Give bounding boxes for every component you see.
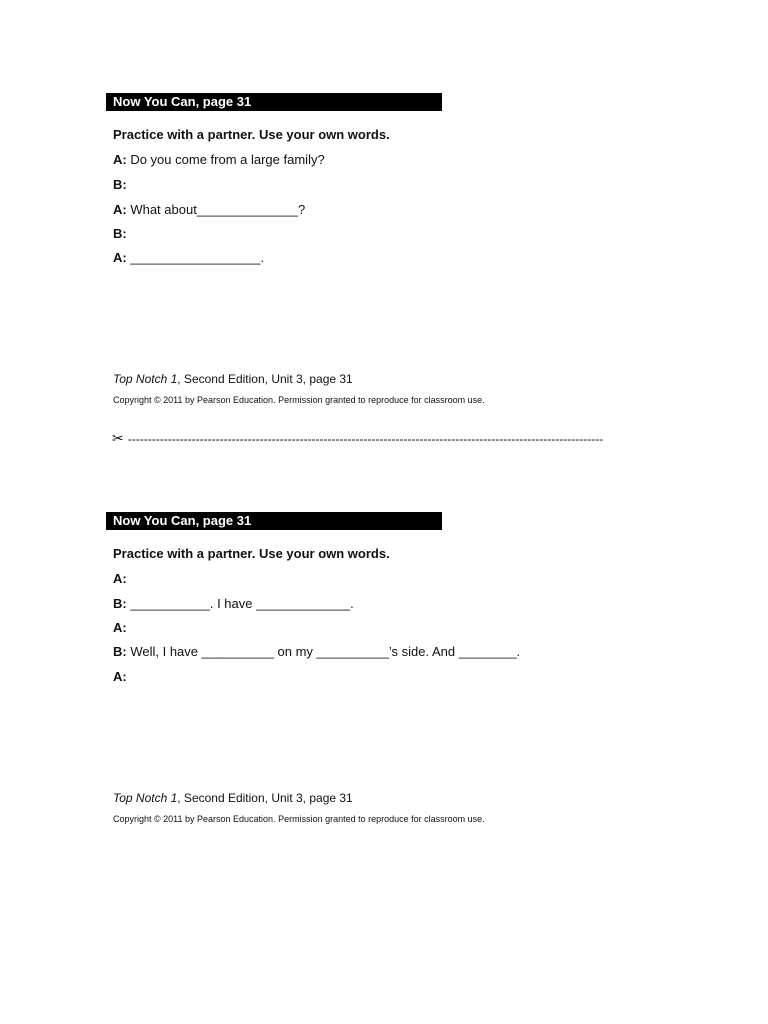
dialogue-line	[113, 202, 305, 217]
book-title: Top Notch 1	[113, 791, 178, 805]
source-citation	[113, 372, 353, 386]
line-text: Well, I have __________ on my __________’s side. And ________.	[126, 644, 521, 659]
speaker-label: A:	[113, 571, 127, 586]
speaker-label: B:	[113, 644, 127, 659]
speaker-label: A:	[113, 250, 127, 265]
cut-dashes: -----------------------------------------------------------------------------------------------------------------------	[127, 432, 604, 446]
cut-line	[112, 430, 657, 446]
dialogue-line	[113, 669, 127, 684]
speaker-label: B:	[113, 596, 127, 611]
edition-info: , Second Edition, Unit 3, page 31	[177, 372, 353, 386]
speaker-label: A:	[113, 669, 127, 684]
scissors-icon: ✂	[112, 430, 124, 446]
instructions: Practice with a partner. Use your own words.	[113, 546, 390, 561]
copyright-notice: Copyright © 2011 by Pearson Education. Permission granted to reproduce for classroom use.	[113, 395, 485, 405]
dialogue-line	[113, 152, 325, 167]
worksheet-section-1	[106, 93, 666, 405]
speaker-label: B:	[113, 177, 127, 192]
dialogue-line	[113, 177, 127, 192]
speaker-label: A:	[113, 202, 127, 217]
dialogue-line	[113, 644, 520, 659]
line-text: __________________.	[126, 250, 265, 265]
line-text: What about______________?	[126, 202, 306, 217]
worksheet-section-2	[106, 512, 666, 824]
edition-info: , Second Edition, Unit 3, page 31	[177, 791, 353, 805]
section-header: Now You Can, page 31	[106, 512, 442, 530]
line-text: ___________. I have _____________.	[126, 596, 354, 611]
dialogue-line	[113, 596, 354, 611]
dialogue-line	[113, 226, 127, 241]
instructions: Practice with a partner. Use your own words.	[113, 127, 390, 142]
dialogue-line	[113, 620, 127, 635]
book-title: Top Notch 1	[113, 372, 178, 386]
speaker-label: B:	[113, 226, 127, 241]
dialogue-line	[113, 250, 264, 265]
section-header: Now You Can, page 31	[106, 93, 442, 111]
dialogue-line	[113, 571, 127, 586]
copyright-notice: Copyright © 2011 by Pearson Education. Permission granted to reproduce for classroom use.	[113, 814, 485, 824]
source-citation	[113, 791, 353, 805]
speaker-label: A:	[113, 152, 127, 167]
speaker-label: A:	[113, 620, 127, 635]
line-text: Do you come from a large family?	[126, 152, 325, 167]
